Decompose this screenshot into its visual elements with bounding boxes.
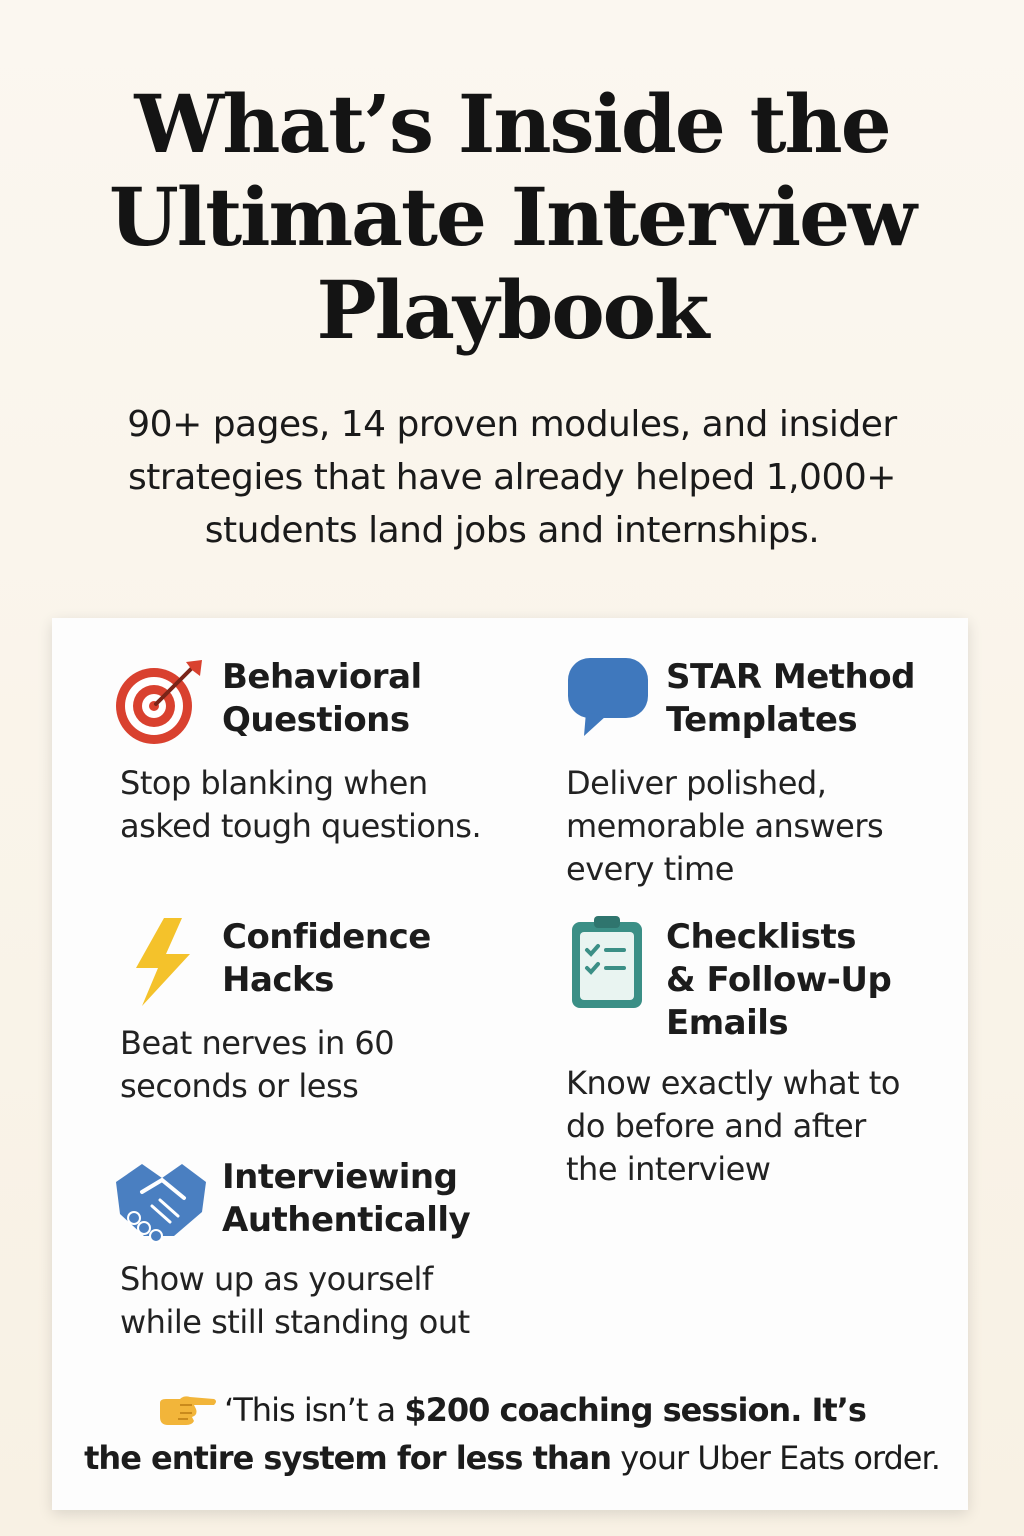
module-description-line: Beat nerves in 60 — [120, 1024, 395, 1062]
module-checklists-follow-up-emails — [556, 916, 976, 1196]
target-icon — [112, 656, 208, 752]
module-title-line: Hacks — [222, 960, 334, 1000]
page-subtitle — [60, 398, 964, 557]
quote-text-bold: $200 coaching session. It’s — [404, 1391, 866, 1429]
module-title — [222, 916, 522, 1002]
module-description-line: Deliver polished, — [566, 764, 827, 802]
module-title-line: & Follow-Up — [666, 960, 892, 1000]
title-line: Playbook — [316, 263, 708, 357]
module-description-line: every time — [566, 850, 734, 888]
module-title-line: Behavioral — [222, 657, 422, 697]
module-description-line: asked tough questions. — [120, 807, 482, 845]
module-description-line: do before and after — [566, 1107, 866, 1145]
module-interviewing-authentically — [112, 1156, 532, 1356]
module-description — [120, 762, 540, 848]
subtitle-line: 90+ pages, 14 proven modules, and insider — [127, 404, 897, 445]
quote-text-bold: the entire system for less than — [84, 1439, 612, 1477]
module-title-line: Interviewing — [222, 1157, 458, 1197]
title-line: Ultimate Interview — [109, 170, 915, 264]
module-title-line: Authentically — [222, 1200, 471, 1240]
module-title-line: Confidence — [222, 917, 431, 957]
value-quote — [60, 1386, 964, 1482]
module-title-line: Emails — [666, 1003, 789, 1043]
module-title-line: STAR Method — [666, 657, 915, 697]
module-description-line: while still standing out — [120, 1303, 470, 1341]
module-description-line: memorable answers — [566, 807, 884, 845]
quote-text-regular: your Uber Eats order. — [611, 1439, 940, 1477]
module-behavioral-questions — [112, 656, 532, 856]
quote-line — [60, 1434, 964, 1482]
module-description-line: the interview — [566, 1150, 771, 1188]
module-title-line: Templates — [666, 700, 858, 740]
quote-text-regular: ‘This isn’t a — [224, 1391, 405, 1429]
subtitle-line: students land jobs and internships. — [204, 510, 820, 551]
pointing-hand-icon — [158, 1391, 218, 1427]
module-title — [222, 1156, 522, 1242]
module-description — [566, 762, 986, 891]
module-title — [666, 916, 966, 1045]
subtitle-line: strategies that have already helped 1,000+ — [128, 457, 896, 498]
module-title-line: Questions — [222, 700, 410, 740]
lightning-icon — [112, 916, 208, 1012]
module-description-line: Show up as yourself — [120, 1260, 433, 1298]
module-title — [222, 656, 522, 742]
speech-bubble-icon — [556, 656, 652, 752]
module-star-method-templates — [556, 656, 976, 896]
module-title-line: Checklists — [666, 917, 857, 957]
module-description — [120, 1258, 540, 1344]
title-line: What’s Inside the — [134, 77, 890, 171]
module-description — [120, 1022, 540, 1108]
handshake-icon — [112, 1156, 208, 1252]
module-description-line: Know exactly what to — [566, 1064, 900, 1102]
page-title — [40, 78, 984, 357]
module-confidence-hacks — [112, 916, 532, 1116]
clipboard-checklist-icon — [556, 916, 652, 1012]
module-description-line: seconds or less — [120, 1067, 359, 1105]
module-description-line: Stop blanking when — [120, 764, 428, 802]
module-title — [666, 656, 966, 742]
quote-line — [60, 1386, 964, 1434]
module-description — [566, 1062, 986, 1191]
